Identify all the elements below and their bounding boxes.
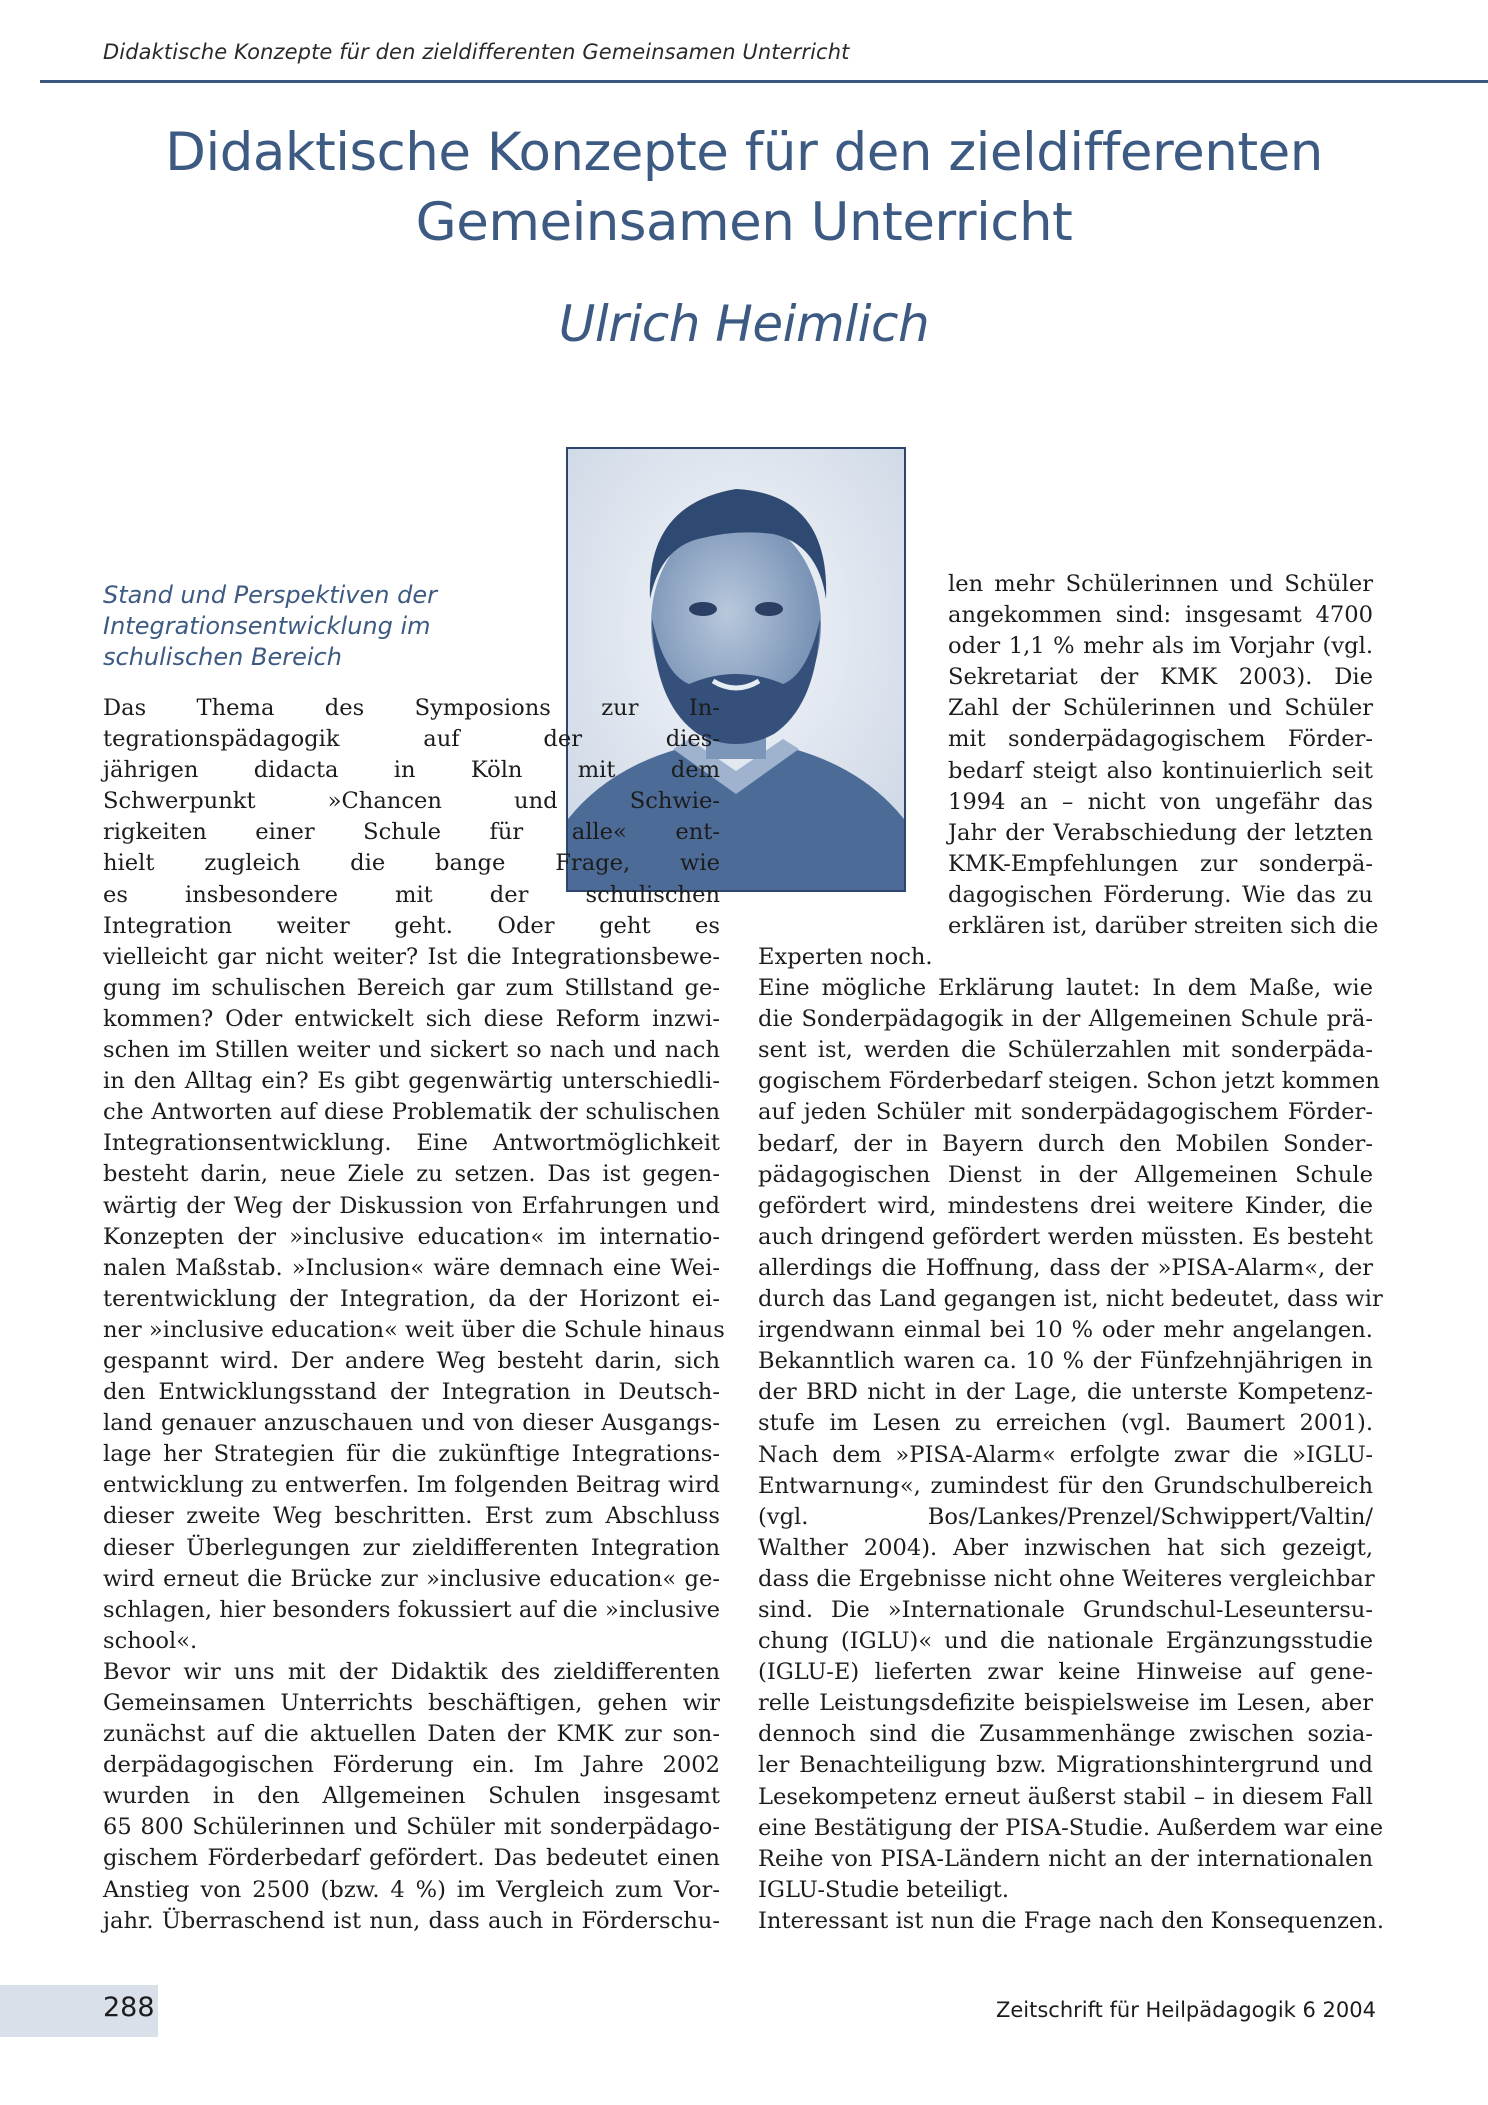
body-line: bedarf, der in Bayern durch den Mobilen Sonder-: [758, 1130, 1373, 1157]
section-heading-line: Integrationsentwicklung im: [103, 612, 431, 640]
body-line: gefördert wird, mindestens drei weitere Kinder, die: [758, 1192, 1373, 1219]
body-line: dagogischen Förderung. Wie das zu: [948, 881, 1373, 908]
body-line: gogischem Förderbedarf steigen. Schon jetzt kommen: [758, 1068, 1380, 1095]
body-line: die Sonderpädagogik in der Allgemeinen Schule prä-: [758, 1006, 1373, 1033]
body-line: che Antworten auf diese Problematik der schulischen: [103, 1099, 720, 1126]
body-line: durch das Land gegangen ist, nicht bedeutet, dass wir: [758, 1286, 1383, 1313]
body-line: sind. Die »Internationale Grundschul-Leseuntersu-: [758, 1596, 1373, 1623]
body-line: relle Leistungsdefizite beispielsweise im Lesen, aber: [758, 1690, 1373, 1717]
body-line: eine Bestätigung der PISA-Studie. Außerdem war eine: [758, 1814, 1384, 1841]
section-heading-line: Stand und Perspektiven der: [103, 581, 437, 609]
author-name: Ulrich Heimlich: [558, 295, 930, 353]
body-line: chung (IGLU)« und die nationale Ergänzungsstudie: [758, 1628, 1373, 1655]
body-line: pädagogischen Dienst in der Allgemeinen Schule: [758, 1161, 1373, 1188]
body-line: allerdings die Hoffnung, dass der »PISA-Alarm«, der: [758, 1254, 1373, 1281]
body-line: angekommen sind: insgesamt 4700: [948, 602, 1373, 629]
body-line: ler Benachteiligung bzw. Migrationshintergrund und: [758, 1752, 1373, 1779]
body-line: irgendwann einmal bei 10 % oder mehr angelangen.: [758, 1317, 1373, 1344]
body-line: KMK-Empfehlungen zur sonderpä-: [948, 850, 1373, 877]
body-line: Eine mögliche Erklärung lautet: In dem Maße, wie: [758, 975, 1373, 1002]
article-title: [0, 118, 1488, 258]
body-line: kommen? Oder entwickelt sich diese Reform inzwi-: [103, 1005, 720, 1032]
body-line: zunächst auf die aktuellen Daten der KMK zur son-: [103, 1721, 720, 1748]
body-line: stufe im Lesen zu erreichen (vgl. Baumert 2001).: [758, 1410, 1373, 1437]
body-line: derpädagogischen Förderung ein. Im Jahre 2002: [103, 1752, 720, 1779]
body-line: dieser zweite Weg beschritten. Erst zum Abschluss: [103, 1503, 720, 1530]
body-line: vielleicht gar nicht weiter? Ist die Integrationsbewe-: [103, 943, 720, 970]
body-line: Anstieg von 2500 (bzw. 4 %) im Vergleich zum Vor-: [103, 1876, 720, 1903]
body-line: es insbesondere mit der schulischen: [103, 881, 720, 908]
body-line: wurden in den Allgemeinen Schulen insgesamt: [103, 1783, 720, 1810]
body-line: Schwerpunkt »Chancen und Schwie-: [103, 788, 720, 815]
body-line: wird erneut die Brücke zur »inclusive education« ge-: [103, 1565, 720, 1592]
section-heading: [103, 580, 503, 673]
body-line: rigkeiten einer Schule für alle« ent-: [103, 819, 720, 846]
left-column: [103, 693, 725, 1937]
body-line: (IGLU-E) lieferten zwar keine Hinweise auf gene-: [758, 1659, 1373, 1686]
body-line: terentwicklung der Integration, da der Horizont ei-: [103, 1285, 720, 1312]
body-line: land genauer anzuschauen und von dieser Ausgangs-: [103, 1410, 720, 1437]
body-line: Bekanntlich waren ca. 10 % der Fünfzehnjährigen in: [758, 1348, 1373, 1375]
right-column-top: [948, 569, 1379, 942]
page-number: 288: [103, 1992, 155, 2023]
body-line: hielt zugleich die bange Frage, wie: [103, 850, 720, 877]
body-line: dennoch sind die Zusammenhänge zwischen sozia-: [758, 1721, 1373, 1748]
body-line: besteht darin, neue Ziele zu setzen. Das ist gegen-: [103, 1161, 720, 1188]
body-line: nalen Maßstab. »Inclusion« wäre demnach eine Wei-: [103, 1254, 720, 1281]
body-line: len mehr Schülerinnen und Schüler: [948, 571, 1373, 597]
section-heading-line: schulischen Bereich: [103, 643, 342, 671]
body-line: bedarf steigt also kontinuierlich seit: [948, 757, 1373, 784]
body-line: erklären ist, darüber streiten sich die: [948, 913, 1379, 940]
body-line: Interessant ist nun die Frage nach den Konsequenzen.: [758, 1907, 1385, 1934]
body-line: gung im schulischen Bereich gar zum Stillstand ge-: [103, 974, 720, 1001]
body-line: lage her Strategien für die zukünftige Integrations-: [103, 1441, 720, 1468]
body-line: gischem Förderbedarf gefördert. Das bedeutet einen: [103, 1845, 720, 1872]
body-line: schlagen, hier besonders fokussiert auf die »inclusive: [103, 1596, 720, 1623]
body-line: mit sonderpädagogischem Förder-: [948, 726, 1373, 753]
body-line: IGLU-Studie beteiligt.: [758, 1876, 1010, 1903]
body-line: entwicklung zu entwerfen. Im folgenden Beitrag wird: [103, 1472, 720, 1499]
body-line: Experten noch.: [758, 944, 933, 970]
body-line: school«.: [103, 1627, 198, 1654]
body-line: Zahl der Schülerinnen und Schüler: [948, 695, 1373, 722]
body-line: jährigen didacta in Köln mit dem: [103, 757, 720, 784]
body-line: tegrationspädagogik auf der dies-: [103, 726, 720, 753]
title-line: Gemeinsamen Unterricht: [415, 192, 1073, 253]
body-line: Integrationsentwicklung. Eine Antwortmöglichkeit: [103, 1130, 720, 1157]
body-line: ner »inclusive education« weit über die Schule hinaus: [103, 1316, 725, 1343]
body-line: Bevor wir uns mit der Didaktik des zieldifferenten: [103, 1658, 720, 1685]
body-line: den Entwicklungsstand der Integration in Deutsch-: [103, 1379, 720, 1406]
body-line: Integration weiter geht. Oder geht es: [103, 912, 720, 939]
body-line: Entwarnung«, zumindest für den Grundschulbereich: [758, 1472, 1373, 1499]
body-line: Gemeinsamen Unterrichts beschäftigen, gehen wir: [103, 1690, 720, 1716]
body-line: dass die Ergebnisse nicht ohne Weiteres vergleichbar: [758, 1565, 1375, 1592]
body-line: Walther 2004). Aber inzwischen hat sich gezeigt,: [758, 1534, 1373, 1561]
body-line: gespannt wird. Der andere Weg besteht darin, sich: [103, 1347, 720, 1374]
body-line: dieser Überlegungen zur zieldifferenten Integration: [103, 1534, 720, 1561]
body-line: 65 800 Schülerinnen und Schüler mit sonderpädago-: [103, 1814, 720, 1841]
body-line: auch dringend gefördert werden müssten. Es besteht: [758, 1223, 1373, 1250]
body-line: der BRD nicht in der Lage, die unterste Kompetenz-: [758, 1379, 1373, 1406]
body-line: Konzepten der »inclusive education« im internatio-: [103, 1223, 720, 1250]
title-line: Didaktische Konzepte für den zieldifferenten: [165, 122, 1323, 183]
body-line: auf jeden Schüler mit sonderpädagogischem Förder-: [758, 1099, 1373, 1126]
body-line: wärtig der Weg der Diskussion von Erfahrungen und: [103, 1192, 720, 1219]
body-line: Das Thema des Symposions zur In-: [103, 695, 720, 721]
body-line: Lesekompetenz erneut äußerst stabil – in diesem Fall: [758, 1783, 1373, 1810]
body-line: Sekretariat der KMK 2003). Die: [948, 664, 1373, 691]
body-line: schen im Stillen weiter und sickert so nach und nach: [103, 1037, 720, 1064]
body-line: Jahr der Verabschiedung der letzten: [948, 819, 1373, 846]
running-header: Didaktische Konzepte für den zieldifferenten Gemeinsamen Unterricht: [103, 40, 850, 64]
journal-citation: Zeitschrift für Heilpädagogik 6 2004: [995, 1998, 1376, 2022]
body-line: Nach dem »PISA-Alarm« erfolgte zwar die »IGLU-: [758, 1441, 1373, 1468]
right-column: [758, 942, 1385, 1937]
body-line: jahr. Überraschend ist nun, dass auch in Förderschu-: [103, 1907, 720, 1934]
header-rule: [40, 80, 1488, 83]
body-line: (vgl. Bos/Lankes/Prenzel/Schwippert/Valtin/: [758, 1503, 1373, 1530]
body-line: oder 1,1 % mehr als im Vorjahr (vgl.: [948, 633, 1373, 660]
body-line: Reihe von PISA-Ländern nicht an der internationalen: [758, 1845, 1373, 1872]
body-line: 1994 an – nicht von ungefähr das: [948, 788, 1373, 815]
body-line: sent ist, werden die Schülerzahlen mit sonderpäda-: [758, 1037, 1373, 1064]
body-line: in den Alltag ein? Es gibt gegenwärtig unterschiedli-: [103, 1068, 720, 1095]
